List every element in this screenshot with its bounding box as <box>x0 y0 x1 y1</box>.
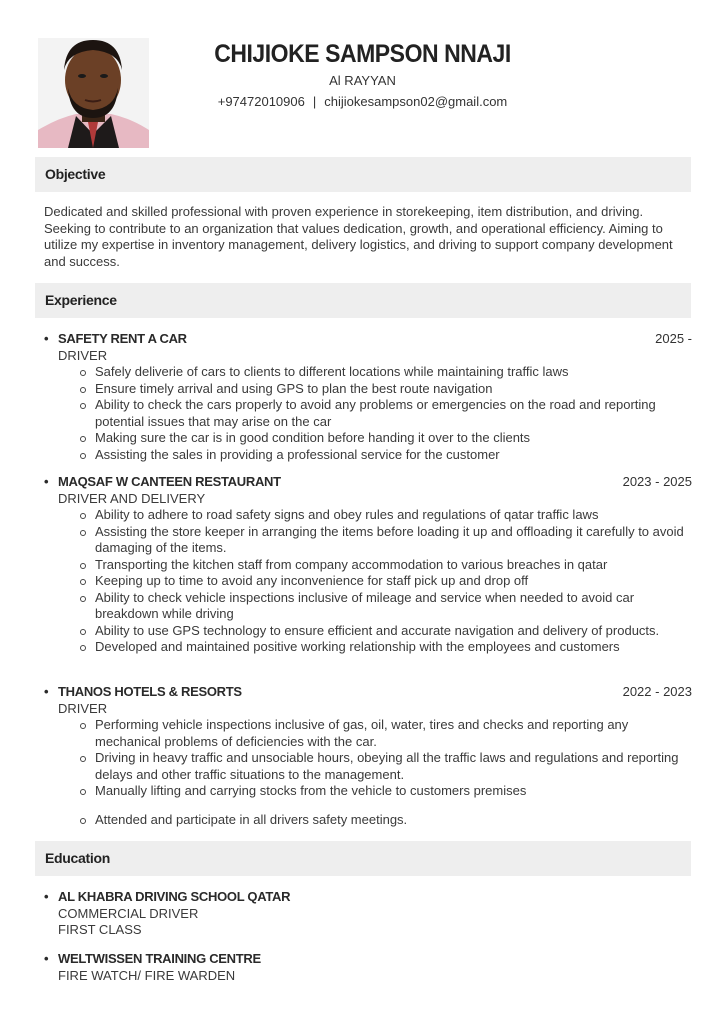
employment-dates: 2022 - 2023 <box>622 684 692 699</box>
qualification: FIRST CLASS <box>58 922 142 937</box>
duty-item: Performing vehicle inspections inclusive of gas, oil, water, tires and checks and reporting any mechanical problems of deficiencies with the car. <box>95 717 692 750</box>
duty-item: Driving in heavy traffic and unsociable hours, obeying all the traffic laws and regulations and reporting delays and other traffic situations to the management. <box>95 750 692 783</box>
duty-item: Keeping up to time to avoid any inconvenience for staff pick up and drop off <box>95 573 692 590</box>
duty-item: Ability to adhere to road safety signs and obey rules and regulations of qatar traffic laws <box>95 507 692 524</box>
duty-item: Developed and maintained positive working relationship with the employees and customers <box>95 639 692 656</box>
duties-list <box>44 717 692 828</box>
company-name: • MAQSAF W CANTEEN RESTAURANT <box>44 474 281 491</box>
section-header-objective: Objective <box>35 157 691 192</box>
qualification: COMMERCIAL DRIVER <box>58 905 199 921</box>
duty-item: Ability to use GPS technology to ensure efficient and accurate navigation and delivery of products. <box>95 623 692 640</box>
company-name: • SAFETY RENT A CAR <box>44 331 187 348</box>
experience-item <box>44 684 692 828</box>
school-name: • WELTWISSEN TRAINING CENTRE <box>44 951 692 968</box>
experience-item <box>44 474 692 656</box>
experience-item <box>44 331 692 463</box>
contact-line <box>150 94 575 109</box>
contact-separator: | <box>312 94 317 109</box>
duty-item: Assisting the store keeper in arranging the items before loading it up and offloading it carefully to avoid damaging of the items. <box>95 524 692 557</box>
candidate-name: CHIJIOKE SAMPSON NNAJI <box>214 40 511 68</box>
employment-dates: 2025 - <box>655 331 692 346</box>
duties-list <box>44 507 692 656</box>
job-role: DRIVER <box>58 700 108 716</box>
duty-item: Ability to check vehicle inspections inclusive of mileage and service when needed to avoid car breakdown while driving <box>95 590 692 623</box>
education-item <box>44 889 692 939</box>
duties-list <box>44 364 692 463</box>
duty-item: Transporting the kitchen staff from company accommodation to various breaches in qatar <box>95 557 692 574</box>
candidate-city: Al RAYYAN <box>329 73 396 88</box>
duty-item: Making sure the car is in good condition before handing it over to the clients <box>95 430 692 447</box>
duty-item: Safely deliverie of cars to clients to different locations while maintaining traffic laws <box>95 364 692 381</box>
duty-item: Assisting the sales in providing a professional service for the customer <box>95 447 692 464</box>
objective-text: Dedicated and skilled professional with proven experience in storekeeping, item distribution, and driving. Seeking to contribute to an organization that values dedication, growth, and operational efficiency. Aiming to utilize my expertise in inventory management, delivery logistics, and driving to support company development and success. <box>44 204 673 270</box>
company-name: • THANOS HOTELS & RESORTS <box>44 684 242 701</box>
duty-item: Attended and participate in all drivers safety meetings. <box>95 812 692 829</box>
job-role: DRIVER AND DELIVERY <box>58 490 206 506</box>
profile-photo <box>38 38 149 148</box>
education-item <box>44 951 692 984</box>
person-photo-icon <box>38 38 149 148</box>
qualification: FIRE WATCH/ FIRE WARDEN <box>58 967 236 983</box>
resume-header <box>150 40 575 109</box>
phone-number[interactable]: +97472010906 <box>217 94 305 109</box>
duty-item: Ability to check the cars properly to avoid any problems or emergencies on the road and reporting potential issues that may arise on the car <box>95 397 692 430</box>
duty-item: Manually lifting and carrying stocks from the vehicle to customers premises <box>95 783 692 800</box>
school-name: • AL KHABRA DRIVING SCHOOL QATAR <box>44 889 692 906</box>
email-address[interactable]: chijiokesampson02@gmail.com <box>324 94 508 109</box>
section-header-experience: Experience <box>35 283 691 318</box>
duty-item: Ensure timely arrival and using GPS to plan the best route navigation <box>95 381 692 398</box>
section-header-education: Education <box>35 841 691 876</box>
job-role: DRIVER <box>58 347 108 363</box>
employment-dates: 2023 - 2025 <box>622 474 692 489</box>
